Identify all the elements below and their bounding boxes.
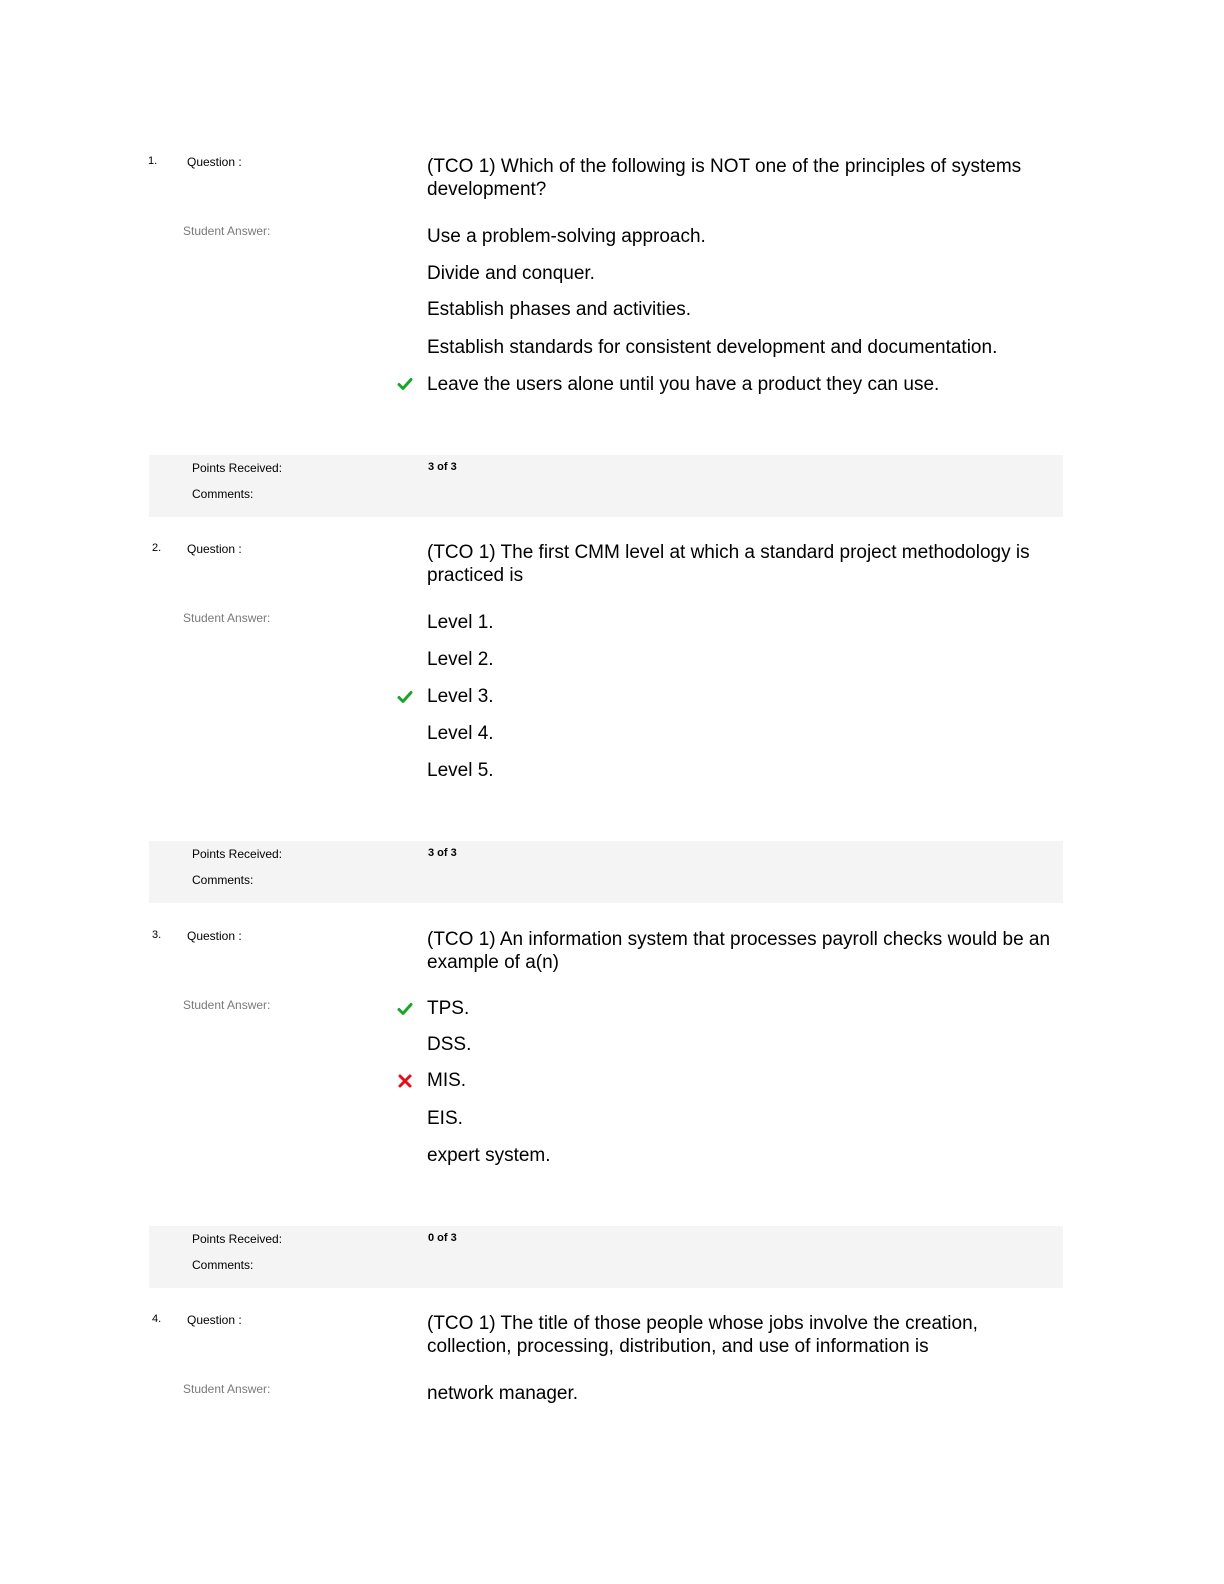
points-value: 0 of 3 [428, 1232, 457, 1244]
question-label: Question : [187, 155, 242, 169]
check-icon [397, 1001, 413, 1017]
answer-option: TPS. [427, 998, 470, 1019]
answer-option: Level 3. [427, 686, 494, 707]
student-answer-label: Student Answer: [183, 224, 271, 238]
points-panel [149, 455, 1063, 517]
answer-option: Level 4. [427, 723, 494, 744]
answer-option: DSS. [427, 1034, 472, 1055]
question-label: Question : [187, 929, 242, 943]
student-answer-label: Student Answer: [183, 1382, 271, 1396]
comments-label: Comments: [192, 487, 254, 501]
answer-option: EIS. [427, 1108, 463, 1129]
answer-option: Level 2. [427, 649, 494, 670]
check-icon [397, 689, 413, 705]
points-panel [149, 1226, 1063, 1288]
answer-option: Establish phases and activities. [427, 299, 692, 320]
student-answer-label: Student Answer: [183, 998, 271, 1012]
question-number: 3. [152, 929, 162, 941]
points-received-label: Points Received: [192, 847, 283, 861]
question-number: 1. [148, 155, 158, 167]
question-number: 2. [152, 542, 162, 554]
question-text: (TCO 1) The title of those people whose jobs involve the creation, collection, processing, distribution, and use of information is [427, 1313, 978, 1357]
points-value: 3 of 3 [428, 461, 457, 473]
answer-option: expert system. [427, 1145, 551, 1166]
answer-option: Leave the users alone until you have a product they can use. [427, 374, 940, 395]
cross-icon [397, 1073, 413, 1089]
points-received-label: Points Received: [192, 461, 283, 475]
question-text: (TCO 1) Which of the following is NOT one of the principles of systems development? [427, 156, 1022, 200]
answer-option: Level 5. [427, 760, 494, 781]
answer-option: Use a problem-solving approach. [427, 226, 706, 247]
check-icon [397, 376, 413, 392]
question-label: Question : [187, 542, 242, 556]
question-label: Question : [187, 1313, 242, 1327]
answer-option: Establish standards for consistent development and documentation. [427, 337, 998, 358]
points-received-label: Points Received: [192, 1232, 283, 1246]
question-text: (TCO 1) The first CMM level at which a standard project methodology is practiced is [427, 542, 1030, 586]
student-answer-label: Student Answer: [183, 611, 271, 625]
comments-label: Comments: [192, 873, 254, 887]
question-number: 4. [152, 1313, 162, 1325]
answer-option: Level 1. [427, 612, 494, 633]
points-panel [149, 841, 1063, 903]
answer-option: Divide and conquer. [427, 263, 595, 284]
answer-option: MIS. [427, 1070, 467, 1091]
answer-option: network manager. [427, 1383, 579, 1404]
question-text: (TCO 1) An information system that processes payroll checks would be an example of a(n) [427, 929, 1051, 973]
comments-label: Comments: [192, 1258, 254, 1272]
points-value: 3 of 3 [428, 847, 457, 859]
